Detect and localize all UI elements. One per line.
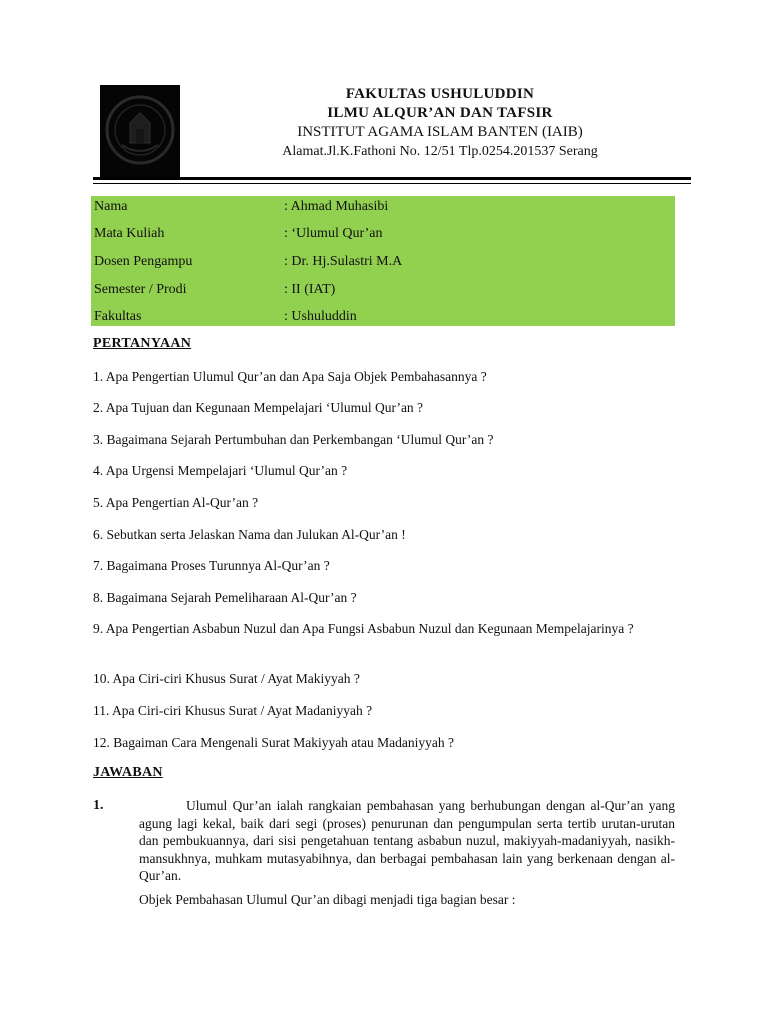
info-label: Semester / Prodi [94,282,187,297]
question-item: 7. Bagaimana Proses Turunnya Al-Qur’an ? [93,558,330,573]
question-item: 2. Apa Tujuan dan Kegunaan Mempelajari ‘Ulumul Qur’an ? [93,400,424,415]
info-value: : II (IAT) [284,282,336,297]
question-item: 11. Apa Ciri-ciri Khusus Surat / Ayat Madaniyyah ? [93,703,373,718]
question-item: 3. Bagaimana Sejarah Pertumbuhan dan Perkembangan ‘Ulumul Qur’an ? [93,432,494,447]
question-item: 6. Sebutkan serta Jelaskan Nama dan Julukan Al-Qur’an ! [93,527,406,542]
header-divider-thick [93,177,691,180]
questions-heading: PERTANYAAN [93,336,192,351]
question-item: 5. Apa Pengertian Al-Qur’an ? [93,495,259,510]
faculty-name: FAKULTAS USHULUDDIN [345,86,535,102]
info-value: : Ahmad Muhasibi [284,199,389,214]
header-divider-thin [93,183,691,184]
question-item: 8. Bagaimana Sejarah Pemeliharaan Al-Qur’an ? [93,590,357,605]
info-label: Dosen Pengampu [94,254,193,269]
question-item: 10. Apa Ciri-ciri Khusus Surat / Ayat Makiyyah ? [93,671,360,686]
answer-paragraph-objects: Objek Pembahasan Ulumul Qur’an dibagi menjadi tiga bagian besar : [139,892,516,907]
answer-number: 1. [93,798,104,813]
answers-heading: JAWABAN [93,765,163,780]
question-item: 1. Apa Pengertian Ulumul Qur’an dan Apa Saja Objek Pembahasannya ? [93,369,487,384]
info-label: Nama [94,199,128,214]
answer-paragraph: Ulumul Qur’an ialah rangkaian pembahasan yang berhubungan dengan al-Qur’an yang agung lagi kekal, baik dari segi (proses) penurunan dan pengumpulan serta tertib urutan-urutan dan pembukuannya, dari sisi pengetahuan tentang asbabun nuzul, makiyyah-madaniyyah, nasikh-mansukhnya, muhkam mutasyabihnya, dan berbagai pembahasan lain yang berkenaan dengan al-Qur’an. [139,798,675,883]
student-info-block [91,196,675,326]
question-item: 9. Apa Pengertian Asbabun Nuzul dan Apa Fungsi Asbabun Nuzul dan Kegunaan Mempelajarinya ? [93,621,634,636]
info-value: : Dr. Hj.Sulastri M.A [284,254,403,269]
institution-header [190,85,690,161]
seal-emblem-icon [100,85,180,180]
info-label: Mata Kuliah [94,226,165,241]
department-name: ILMU ALQUR’AN DAN TAFSIR [327,105,553,121]
university-logo [100,85,180,180]
institute-address: Alamat.Jl.K.Fathoni No. 12/51 Tlp.0254.201537 Serang [282,144,598,159]
question-item: 12. Bagaiman Cara Mengenali Surat Makiyyah atau Madaniyyah ? [93,735,455,750]
institute-name: INSTITUT AGAMA ISLAM BANTEN (IAIB) [297,124,583,140]
info-value: : Ushuluddin [284,309,357,324]
info-label: Fakultas [94,309,142,324]
info-value: : ‘Ulumul Qur’an [284,226,383,241]
question-item: 4. Apa Urgensi Mempelajari ‘Ulumul Qur’an ? [93,463,348,478]
